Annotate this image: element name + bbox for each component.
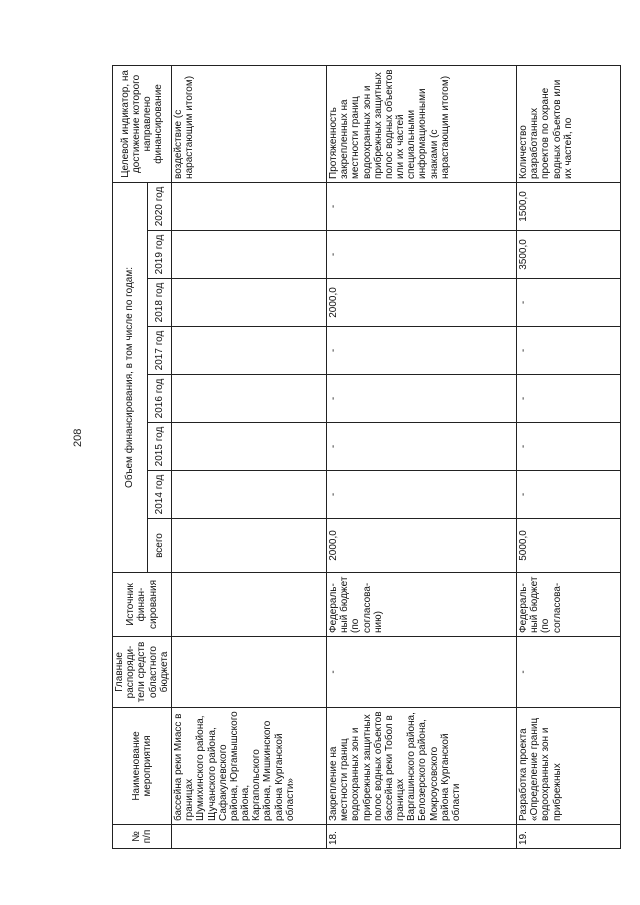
row-manager: - — [516, 637, 620, 708]
row-year-value: 2000,0 — [326, 279, 516, 327]
table-row — [326, 65, 516, 848]
row-name: бассейна реки Миасс в границах Шумихинского района, Щучанского района, Сафакулевского района, Юргамышского района, Каргапольского района, Мишкинского района Курганской области» — [171, 708, 326, 825]
row-year-value: - — [326, 182, 516, 230]
row-year-value: - — [326, 375, 516, 423]
row-indicator: воздействие (с нарастающим итогом) — [171, 65, 326, 182]
row-year-value: - — [516, 375, 620, 423]
row-name: Закрепление на местности границ водоохранных зон и прибрежных защитных полос водных объектов бассейна реки Тобол в границах Варгашинского района, Белозерского района, Мокроусовского района Курганской области — [326, 708, 516, 825]
header-volume: Объем финансирования, в том числе по годам: — [113, 182, 148, 572]
row-year-value: - — [326, 327, 516, 375]
header-year: 2020 год — [147, 182, 171, 230]
row-num: 19. — [516, 825, 620, 849]
row-manager: - — [326, 637, 516, 708]
row-total: 2000,0 — [326, 519, 516, 573]
header-year: 2018 год — [147, 279, 171, 327]
row-year-value: - — [516, 279, 620, 327]
header-year: 2016 год — [147, 375, 171, 423]
row-year-value: - — [516, 471, 620, 519]
header-total: всего — [147, 519, 171, 573]
page-number: 208 — [72, 428, 84, 447]
row-total: 5000,0 — [516, 519, 620, 573]
header-num: № п/п — [113, 825, 172, 849]
row-source: Федераль-ный бюджет (по согласова-нию) — [326, 573, 516, 637]
header-indicator: Целевой индикатор, на достижение которого направлено финансирование — [113, 65, 172, 182]
header-managers: Главные распоряди-тели средств областного бюджета — [113, 637, 172, 708]
row-year-value: - — [326, 423, 516, 471]
header-source: Источник финан-сирования — [113, 573, 172, 637]
row-source — [171, 573, 326, 637]
row-indicator: Количество разработанных проектов по охране водных объектов или их частей, по — [516, 65, 620, 182]
row-year-value: - — [516, 327, 620, 375]
row-manager — [171, 637, 326, 708]
row-year-value — [171, 375, 326, 423]
row-total — [171, 519, 326, 573]
row-name: Разработка проекта «Определение границ водоохранных зон и прибрежных — [516, 708, 620, 825]
rotated-table-wrapper — [112, 67, 600, 849]
row-year-value — [171, 327, 326, 375]
row-year-value — [171, 182, 326, 230]
row-year-value: - — [326, 231, 516, 279]
row-year-value — [171, 471, 326, 519]
table-row — [516, 65, 620, 848]
row-num: 18. — [326, 825, 516, 849]
header-year: 2019 год — [147, 231, 171, 279]
row-year-value — [171, 231, 326, 279]
header-name: Наименование мероприятия — [113, 708, 172, 825]
row-year-value: - — [326, 471, 516, 519]
financing-table — [112, 65, 621, 849]
row-year-value: 3500,0 — [516, 231, 620, 279]
header-year: 2017 год — [147, 327, 171, 375]
table-row — [171, 65, 326, 848]
row-year-value — [171, 279, 326, 327]
row-year-value — [171, 423, 326, 471]
row-year-value: 1500,0 — [516, 182, 620, 230]
row-year-value: - — [516, 423, 620, 471]
header-year: 2014 год — [147, 471, 171, 519]
row-indicator: Протяженность закрепленных на местности границ водоохранных зон и прибрежных защитных полос водных объектов или их частей специальными информационными знаками (с нарастающим итогом) — [326, 65, 516, 182]
row-source: Федераль-ный бюджет (по согласова- — [516, 573, 620, 637]
row-num — [171, 825, 326, 849]
header-year: 2015 год — [147, 423, 171, 471]
